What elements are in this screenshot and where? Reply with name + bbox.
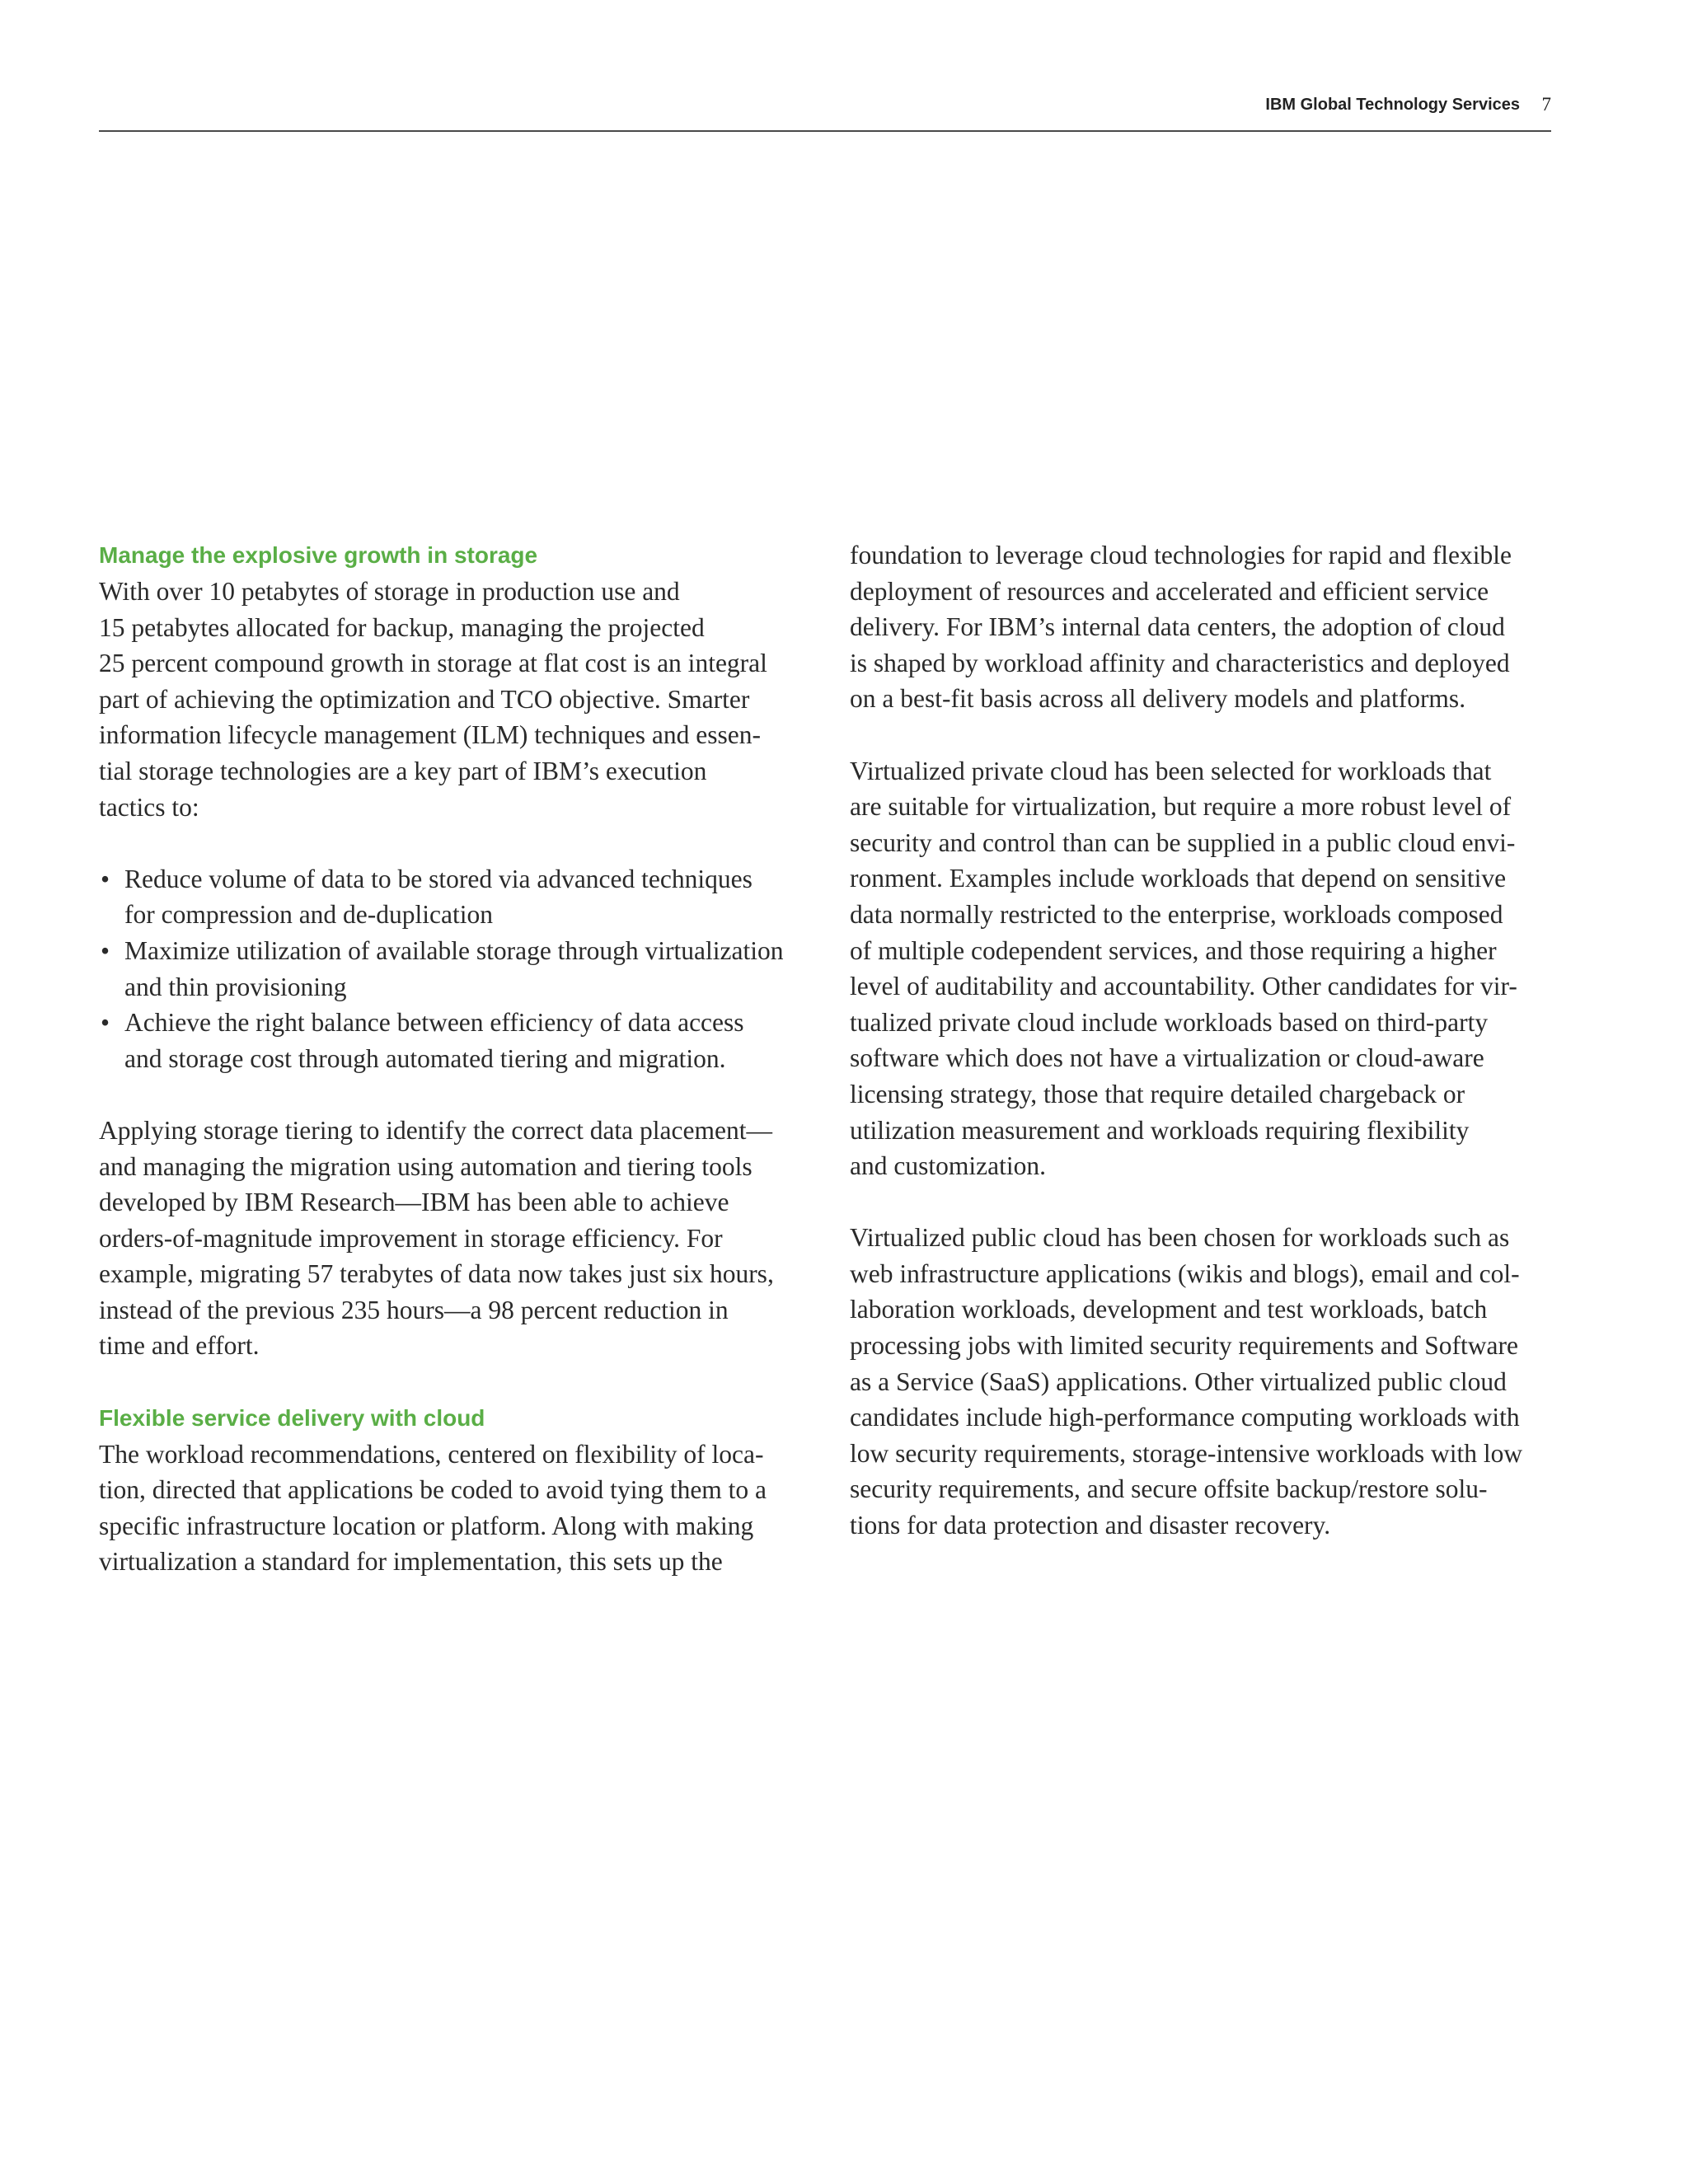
left-column	[99, 537, 808, 1580]
text-line: utilization measurement and workloads requiring flexibility	[850, 1115, 1470, 1145]
storage-intro-paragraph	[99, 574, 808, 825]
public-cloud-paragraph	[850, 1220, 1559, 1543]
text-line: as a Service (SaaS) applications. Other virtualized public cloud	[850, 1366, 1507, 1396]
text-line: software which does not have a virtualization or cloud-aware	[850, 1043, 1484, 1073]
text-line: 15 petabytes allocated for backup, managing the projected	[99, 612, 705, 642]
text-line: laboration workloads, development and test workloads, batch	[850, 1295, 1488, 1324]
text-line: tion, directed that applications be coded to avoid tying them to a	[99, 1475, 767, 1505]
tactics-list	[99, 861, 808, 1077]
text-line: part of achieving the optimization and TCO objective. Smarter	[99, 684, 750, 714]
text-line: virtualization a standard for implementation, this sets up the	[99, 1547, 723, 1577]
paragraph-gap	[99, 825, 808, 861]
text-line: low security requirements, storage-intensive workloads with low	[850, 1438, 1523, 1468]
header-organization: IBM Global Technology Services	[1265, 96, 1520, 114]
text-line: tions for data protection and disaster recovery.	[850, 1511, 1331, 1540]
list-item	[99, 933, 808, 1005]
text-line: • Reduce volume of data to be stored via advanced techniques	[124, 864, 753, 893]
list-item	[99, 861, 808, 933]
text-line: web infrastructure applications (wikis and blogs), email and col-	[850, 1258, 1520, 1288]
paragraph-gap	[850, 717, 1559, 753]
text-line: developed by IBM Research—IBM has been able to achieve	[99, 1188, 729, 1217]
text-line: data normally restricted to the enterprise, workloads composed	[850, 899, 1503, 929]
text-line: processing jobs with limited security requirements and Software	[850, 1331, 1518, 1361]
text-line: tial storage technologies are a key part of IBM’s execution	[99, 756, 707, 785]
text-line: 25 percent compound growth in storage at flat cost is an integral	[99, 649, 767, 678]
text-line: for compression and de-duplication	[124, 900, 493, 930]
list-item	[99, 1005, 808, 1076]
text-line: tualized private cloud include workloads based on third-party	[850, 1007, 1489, 1037]
paragraph-gap	[99, 1364, 808, 1400]
section-heading-storage: Manage the explosive growth in storage	[99, 542, 538, 568]
section-heading-cloud: Flexible service delivery with cloud	[99, 1404, 485, 1431]
text-line: security and control than can be supplied in a public cloud envi-	[850, 827, 1516, 857]
text-line: specific infrastructure location or platform. Along with making	[99, 1511, 754, 1540]
text-line: on a best-fit basis across all delivery models and platforms.	[850, 684, 1466, 714]
text-line: level of auditability and accountability. Other candidates for vir-	[850, 972, 1517, 1001]
paragraph-gap	[850, 1184, 1559, 1221]
text-line: candidates include high-performance computing workloads with	[850, 1403, 1520, 1432]
text-line: of multiple codependent services, and those requiring a higher	[850, 935, 1497, 965]
text-line: • Achieve the right balance between efficiency of data access	[124, 1008, 744, 1038]
text-line: With over 10 petabytes of storage in production use and	[99, 577, 680, 606]
text-line: and managing the migration using automation and tiering tools	[99, 1151, 753, 1181]
text-line: deployment of resources and accelerated and efficient service	[850, 576, 1489, 606]
text-line: ronment. Examples include workloads that depend on sensitive	[850, 864, 1507, 893]
text-line: and customization.	[850, 1151, 1046, 1181]
text-line: information lifecycle management (ILM) techniques and essen-	[99, 720, 761, 750]
text-line: security requirements, and secure offsite backup/restore solu-	[850, 1474, 1488, 1504]
cloud-intro-paragraph	[99, 1436, 808, 1580]
text-line: orders-of-magnitude improvement in storage efficiency. For	[99, 1223, 723, 1253]
text-line: and thin provisioning	[124, 972, 347, 1001]
tiering-paragraph	[99, 1113, 808, 1364]
page-header	[99, 89, 1551, 132]
text-line: is shaped by workload affinity and characteristics and deployed	[850, 648, 1510, 677]
private-cloud-paragraph	[850, 753, 1559, 1184]
text-line: instead of the previous 235 hours—a 98 percent reduction in	[99, 1295, 729, 1324]
text-line: example, migrating 57 terabytes of data now takes just six hours,	[99, 1259, 774, 1289]
text-line: • Maximize utilization of available storage through virtualization	[124, 935, 784, 965]
right-column	[850, 537, 1559, 1544]
text-line: delivery. For IBM’s internal data centers, the adoption of cloud	[850, 612, 1505, 642]
text-line: tactics to:	[99, 792, 199, 822]
paragraph-gap	[99, 1076, 808, 1113]
text-line: licensing strategy, those that require detailed chargeback or	[850, 1079, 1465, 1108]
foundation-paragraph	[850, 537, 1559, 717]
text-line: foundation to leverage cloud technologies for rapid and flexible	[850, 541, 1512, 569]
text-line: time and effort.	[99, 1331, 260, 1361]
text-line: and storage cost through automated tiering and migration.	[124, 1043, 726, 1073]
text-line: are suitable for virtualization, but require a more robust level of	[850, 792, 1512, 822]
text-line: Applying storage tiering to identify the correct data placement—	[99, 1115, 772, 1145]
text-line: The workload recommendations, centered on flexibility of loca-	[99, 1439, 764, 1469]
page-number: 7	[1541, 94, 1551, 115]
text-line: Virtualized private cloud has been selected for workloads that	[850, 756, 1492, 785]
text-line: Virtualized public cloud has been chosen for workloads such as	[850, 1223, 1510, 1253]
